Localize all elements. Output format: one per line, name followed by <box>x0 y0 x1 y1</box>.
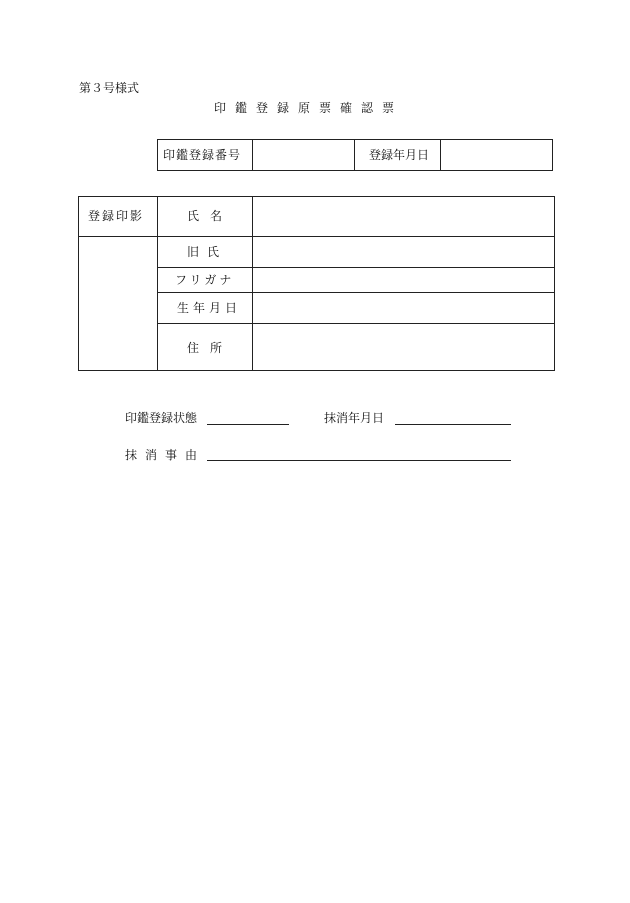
person-table-rule <box>157 267 555 268</box>
registration-table-divider <box>354 139 355 171</box>
address-label: 住所 <box>187 341 234 355</box>
registration-table-divider <box>440 139 441 171</box>
person-table-rule <box>157 292 555 293</box>
person-table-divider <box>252 196 253 371</box>
form-number: 第３号様式 <box>79 81 140 95</box>
seal-status-label: 印鑑登録状態 <box>125 411 198 425</box>
person-table-rule <box>157 323 555 324</box>
registration-table-divider <box>252 139 253 171</box>
deletion-date-label: 抹消年月日 <box>324 411 385 425</box>
seal-impression-label: 登録印影 <box>88 209 145 223</box>
deletion-date-underline <box>395 424 511 425</box>
person-table-divider <box>157 196 158 371</box>
deletion-reason-underline <box>207 460 511 461</box>
seal-status-underline <box>207 424 289 425</box>
name-label: 氏名 <box>187 209 234 223</box>
document-title: 印鑑登録原票確認票 <box>214 101 404 115</box>
deletion-reason-label: 抹消事由 <box>125 448 206 462</box>
registration-number-label: 印鑑登録番号 <box>163 148 242 162</box>
birthdate-label: 生年月日 <box>177 301 242 315</box>
person-table-rule <box>78 236 555 237</box>
former-name-label: 旧氏 <box>187 245 228 259</box>
furigana-label: フリガナ <box>175 273 235 287</box>
person-table <box>78 196 555 371</box>
registration-date-label: 登録年月日 <box>369 148 430 162</box>
